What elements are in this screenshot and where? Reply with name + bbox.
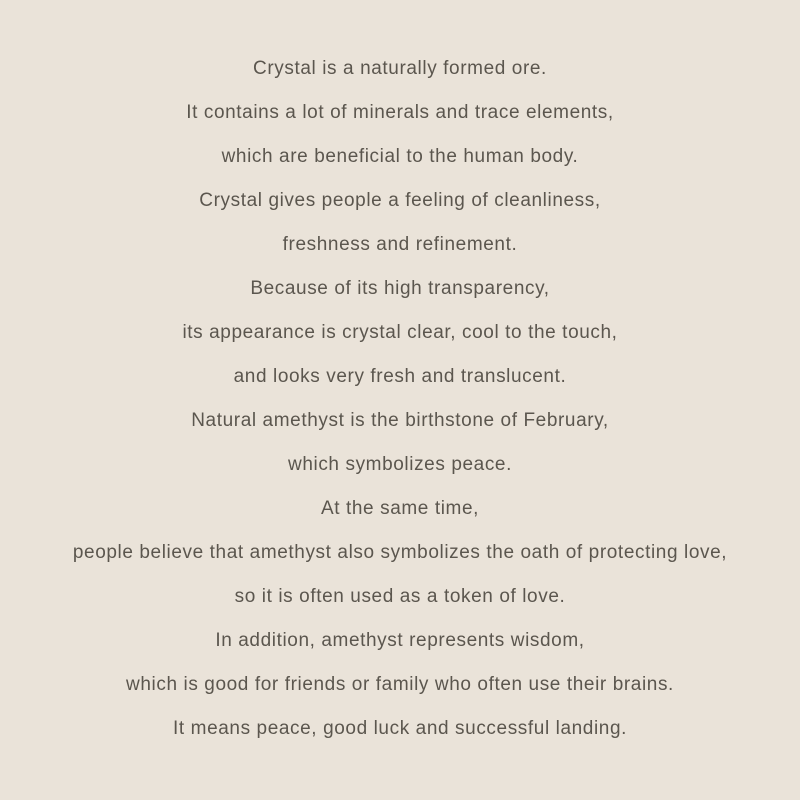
text-line: which is good for friends or family who often use their brains. <box>126 674 674 695</box>
text-line: freshness and refinement. <box>282 234 518 255</box>
text-line: Crystal is a naturally formed ore. <box>253 58 547 79</box>
text-line: Natural amethyst is the birthstone of February, <box>191 410 609 431</box>
text-line: At the same time, <box>320 498 480 519</box>
text-line: its appearance is crystal clear, cool to the touch, <box>182 322 618 343</box>
text-line: which are beneficial to the human body. <box>221 146 579 167</box>
text-line: In addition, amethyst represents wisdom, <box>215 630 585 651</box>
text-line: Because of its high transparency, <box>250 278 550 299</box>
text-line: so it is often used as a token of love. <box>234 586 566 607</box>
text-line: It means peace, good luck and successful landing. <box>173 718 627 739</box>
text-line: It contains a lot of minerals and trace elements, <box>186 102 614 123</box>
text-line: which symbolizes peace. <box>288 454 512 475</box>
text-line: and looks very fresh and translucent. <box>233 366 567 387</box>
text-line: people believe that amethyst also symbolizes the oath of protecting love, <box>72 542 728 563</box>
text-line: Crystal gives people a feeling of cleanliness, <box>199 190 601 211</box>
